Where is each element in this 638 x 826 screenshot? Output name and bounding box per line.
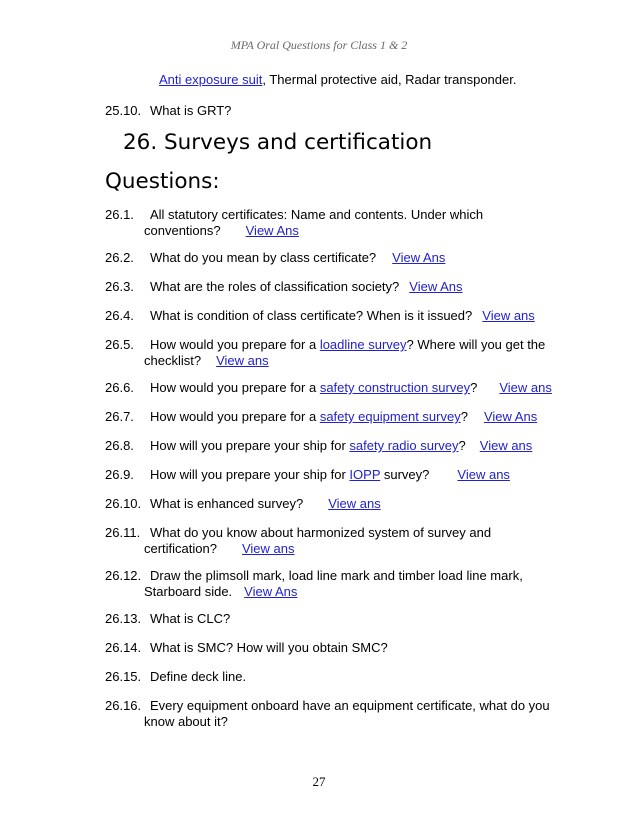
question-number: 26.13. bbox=[105, 611, 142, 626]
question-number: 26.7. bbox=[105, 409, 134, 424]
view-answer-link[interactable]: View Ans bbox=[483, 409, 538, 424]
question-26-2 bbox=[105, 250, 565, 266]
section-heading: 26. Surveys and certification bbox=[123, 130, 433, 155]
question-number: 25.10. bbox=[105, 103, 142, 118]
question-text: What is SMC? How will you obtain SMC? bbox=[150, 640, 388, 655]
question-26-8 bbox=[105, 438, 565, 454]
question-text: What is CLC? bbox=[150, 611, 231, 626]
safety-construction-survey-link[interactable]: safety construction survey bbox=[319, 380, 471, 395]
question-text: How would you prepare for a bbox=[150, 337, 320, 352]
view-answer-link[interactable]: View ans bbox=[499, 380, 552, 395]
question-number: 26.16. bbox=[105, 698, 142, 713]
question-number: 26.11. bbox=[105, 525, 141, 540]
answer-continuation-text: , Thermal protective aid, Radar transponder. bbox=[262, 72, 517, 87]
question-number: 26.14. bbox=[105, 640, 142, 655]
question-text: How will you prepare your ship for bbox=[150, 438, 350, 453]
safety-equipment-survey-link[interactable]: safety equipment survey bbox=[319, 409, 461, 424]
question-text: Define deck line. bbox=[150, 669, 247, 684]
question-26-14 bbox=[105, 640, 565, 656]
question-text-after-link: survey? bbox=[380, 467, 430, 482]
question-26-9 bbox=[105, 467, 565, 483]
question-text-continued: certification? bbox=[144, 541, 217, 556]
view-answer-link[interactable]: View Ans bbox=[392, 250, 446, 265]
question-text: How would you prepare for a bbox=[150, 409, 320, 424]
question-26-3 bbox=[105, 279, 565, 295]
question-text-continued: know about it? bbox=[144, 714, 228, 729]
question-text: What do you know about harmonized system of survey and bbox=[150, 525, 492, 540]
questions-heading: Questions: bbox=[105, 169, 220, 194]
question-text-continued: conventions? bbox=[144, 223, 221, 238]
question-number: 26.9. bbox=[105, 467, 134, 482]
question-26-7 bbox=[105, 409, 565, 425]
view-answer-link[interactable]: View ans bbox=[479, 438, 533, 453]
question-text: What is GRT? bbox=[150, 103, 232, 118]
question-26-16 bbox=[105, 698, 565, 730]
question-text: Every equipment onboard have an equipment certificate, what do you bbox=[150, 698, 550, 713]
question-text-continued: Starboard side. bbox=[144, 584, 233, 599]
question-number: 26.12. bbox=[105, 568, 142, 583]
question-26-10 bbox=[105, 496, 565, 512]
question-number: 26.8. bbox=[105, 438, 134, 453]
question-number: 26.6. bbox=[105, 380, 134, 395]
question-text: How would you prepare for a bbox=[150, 380, 320, 395]
view-answer-link[interactable]: View Ans bbox=[409, 279, 463, 294]
view-answer-link[interactable]: View Ans bbox=[244, 584, 298, 599]
question-number: 26.10. bbox=[105, 496, 142, 511]
question-26-12 bbox=[105, 568, 565, 600]
question-number: 26.5. bbox=[105, 337, 134, 352]
question-number: 26.3. bbox=[105, 279, 134, 294]
question-26-15 bbox=[105, 669, 565, 685]
question-text: What do you mean by class certificate? bbox=[150, 250, 377, 265]
page-number: 27 bbox=[312, 774, 326, 789]
safety-radio-survey-link[interactable]: safety radio survey bbox=[349, 438, 459, 453]
anti-exposure-suit-link[interactable]: Anti exposure suit bbox=[159, 72, 263, 87]
view-answer-link[interactable]: View Ans bbox=[245, 223, 299, 238]
question-text: What is enhanced survey? bbox=[150, 496, 304, 511]
question-26-1 bbox=[105, 207, 565, 239]
question-text: How will you prepare your ship for bbox=[150, 467, 350, 482]
question-26-6 bbox=[105, 380, 565, 396]
answer-continuation-line bbox=[159, 72, 516, 87]
question-text: What are the roles of classification society? bbox=[150, 279, 400, 294]
view-answer-link[interactable]: View ans bbox=[216, 353, 269, 368]
question-26-13 bbox=[105, 611, 565, 627]
question-text: Draw the plimsoll mark, load line mark and timber load line mark, bbox=[150, 568, 523, 583]
loadline-survey-link[interactable]: loadline survey bbox=[319, 337, 407, 352]
question-text: All statutory certificates: Name and contents. Under which bbox=[150, 207, 484, 222]
question-text: What is condition of class certificate? When is it issued? bbox=[150, 308, 473, 323]
question-number: 26.4. bbox=[105, 308, 134, 323]
question-number: 26.1. bbox=[105, 207, 134, 222]
question-number: 26.15. bbox=[105, 669, 142, 684]
question-text-after-link: ? bbox=[458, 438, 466, 453]
question-25-10 bbox=[105, 103, 565, 119]
question-number: 26.2. bbox=[105, 250, 134, 265]
question-text-after-link: ? bbox=[460, 409, 468, 424]
view-answer-link[interactable]: View ans bbox=[328, 496, 381, 511]
view-answer-link[interactable]: View ans bbox=[482, 308, 535, 323]
question-26-11 bbox=[105, 525, 565, 557]
question-text-after-link: ? Where will you get the bbox=[406, 337, 546, 352]
view-answer-link[interactable]: View ans bbox=[241, 541, 295, 556]
view-answer-link[interactable]: View ans bbox=[457, 467, 510, 482]
running-header: MPA Oral Questions for Class 1 & 2 bbox=[230, 38, 408, 52]
iopp-link[interactable]: IOPP bbox=[349, 467, 381, 482]
question-26-4 bbox=[105, 308, 565, 324]
question-26-5 bbox=[105, 337, 565, 369]
question-text-continued: checklist? bbox=[144, 353, 202, 368]
question-text-after-link: ? bbox=[470, 380, 478, 395]
